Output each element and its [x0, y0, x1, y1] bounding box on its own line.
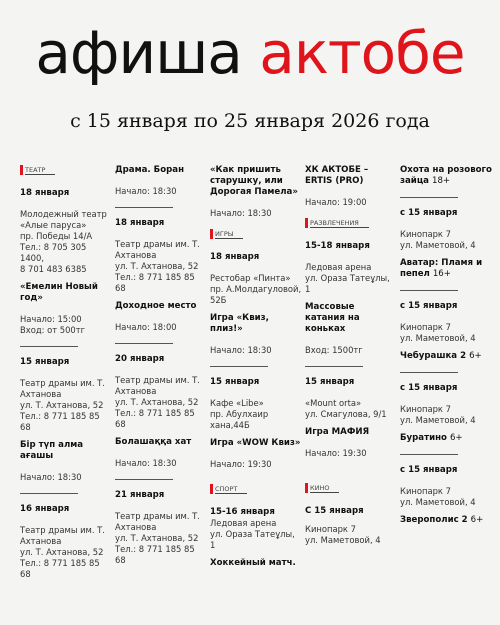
movie-name: Буратино — [400, 433, 447, 443]
event-date: 15-16 января — [210, 507, 275, 517]
event-start: Начало: 15:00 — [20, 314, 82, 324]
section-marker — [305, 483, 308, 493]
event-date: 15 января — [210, 377, 260, 387]
event-address: пр. Абулхаир хана,44Б — [210, 409, 269, 430]
event-phone: Тел.: 8 771 185 85 68 — [115, 272, 195, 293]
event-start: Начало: 18:00 — [115, 322, 177, 332]
column-3 — [210, 165, 302, 569]
date-range: с 15 января по 25 января 2026 года — [70, 110, 430, 132]
section-label: СПОРТ — [215, 485, 247, 494]
title-city: актобе — [259, 19, 465, 87]
age-rating: 6+ — [449, 433, 463, 443]
event-title: Игра МАФИЯ — [305, 427, 370, 437]
section-marker — [210, 229, 213, 239]
event-date: с 15 января — [400, 208, 458, 218]
event-phone: Тел.: 8 771 185 85 68 — [115, 544, 195, 565]
section-label: КИНО — [310, 484, 339, 493]
event-date: 15 января — [305, 377, 355, 387]
event-address: ул. Ораза Татеұлы, 1 — [210, 529, 295, 550]
column-2 — [115, 165, 207, 566]
column-4 — [305, 165, 397, 546]
event-phone: 8 701 483 6385 — [20, 264, 87, 274]
event-price: Вход: от 500тг — [20, 325, 86, 335]
event-address: ул. Маметовой, 4 — [305, 535, 381, 545]
event-address: ул. Т. Ахтанова, 52 — [20, 547, 104, 557]
column-5 — [400, 165, 492, 526]
event-address: ул. Т. Ахтанова, 52 — [115, 533, 199, 543]
event-title: Бір түп алма ағашы — [20, 440, 84, 461]
event-address: ул. Маметовой, 4 — [400, 415, 476, 425]
event-date: с 15 января — [400, 301, 458, 311]
event-venue: Театр драмы им. Т. Ахтанова — [115, 375, 200, 396]
age-rating: 6+ — [470, 515, 484, 525]
event-venue: Кафе «Libe» — [210, 398, 264, 408]
event-title: Массовые катания на коньках — [305, 302, 360, 334]
movie-name: Чебурашка 2 — [400, 351, 467, 361]
event-venue: Кинопарк 7 — [400, 229, 451, 239]
event-date: 15-18 января — [305, 241, 370, 251]
section-entertainment — [305, 218, 397, 228]
event-date: 18 января — [115, 218, 165, 228]
event-venue: Ледовая арена — [305, 262, 372, 272]
page-title — [0, 19, 500, 87]
movie-title — [400, 258, 492, 280]
event-address: ул. Маметовой, 4 — [400, 497, 476, 507]
event-date: с 15 января — [400, 383, 458, 393]
section-marker — [20, 165, 23, 175]
title-afisha: афиша — [35, 19, 242, 87]
event-title: Доходное место — [115, 301, 197, 311]
event-start: Начало: 19:30 — [210, 459, 272, 469]
section-cinema — [305, 483, 397, 493]
event-date: 18 января — [20, 188, 70, 198]
event-venue: Театр драмы им. Т. Ахтанова — [115, 511, 200, 532]
event-address: ул. Т. Ахтанова, 52 — [20, 400, 104, 410]
event-address: ул. Т. Ахтанова, 52 — [115, 261, 199, 271]
event-address: ул. Т. Ахтанова, 52 — [115, 397, 199, 407]
event-date: С 15 января — [305, 506, 364, 516]
event-venue: Кинопарк 7 — [400, 322, 451, 332]
event-venue: Рестобар «Пинта» — [210, 273, 291, 283]
movie-title — [400, 515, 492, 526]
event-phone: Тел.: 8 771 185 85 68 — [115, 408, 195, 429]
event-venue: Молодежный театр «Алые паруса» — [20, 209, 107, 230]
event-phone: Тел.: 8 705 305 1400, — [20, 242, 87, 263]
event-start: Начало: 18:30 — [210, 345, 272, 355]
event-title: Игра «WOW Квиз» — [210, 438, 301, 448]
event-start: Начало: 18:30 — [210, 208, 272, 218]
event-price: Вход: 1500тг — [305, 345, 363, 355]
event-venue: Театр драмы им. Т. Ахтанова — [20, 525, 105, 546]
event-address: ул. Ораза Татеұлы, 1 — [305, 273, 390, 294]
event-date: 20 января — [115, 354, 165, 364]
event-title: «Емелин Новый год» — [20, 282, 98, 303]
section-games — [210, 229, 302, 239]
section-marker — [305, 218, 308, 228]
event-phone: Тел.: 8 771 185 85 68 — [20, 558, 100, 579]
event-venue: Кинопарк 7 — [305, 524, 356, 534]
event-title: Драма. Боран — [115, 165, 185, 175]
event-venue: «Mount orta» — [305, 398, 362, 408]
event-date: 18 января — [210, 252, 260, 262]
section-label: ТЕАТР — [25, 166, 55, 175]
movie-title — [400, 165, 492, 187]
event-phone: Тел.: 8 771 185 85 68 — [20, 411, 100, 432]
section-marker — [210, 484, 213, 494]
event-address: пр. Победы 14/А — [20, 231, 93, 241]
event-start: Начало: 19:00 — [305, 197, 367, 207]
event-date: 16 января — [20, 504, 70, 514]
event-address: ул. Маметовой, 4 — [400, 240, 476, 250]
section-label: ИГРЫ — [215, 230, 243, 239]
section-label: РАЗВЛЕЧЕНИЯ — [310, 219, 369, 228]
event-start: Начало: 18:30 — [115, 186, 177, 196]
event-address: ул. Маметовой, 4 — [400, 333, 476, 343]
age-rating: 6+ — [469, 351, 482, 361]
event-venue: Кинопарк 7 — [400, 486, 451, 496]
event-date: 21 января — [115, 490, 165, 500]
movie-name: Охота на розового зайца — [400, 165, 492, 186]
event-venue: Театр драмы им. Т. Ахтанова — [20, 378, 105, 399]
movie-name: Зверополис 2 — [400, 515, 468, 525]
event-start: Начало: 18:30 — [20, 472, 82, 482]
event-venue: Театр драмы им. Т. Ахтанова — [115, 239, 200, 260]
section-sport — [210, 484, 302, 494]
event-date: с 15 января — [400, 465, 458, 475]
movie-title — [400, 433, 492, 444]
event-address: ул. Смагулова, 9/1 — [305, 409, 387, 419]
section-theatre — [20, 165, 112, 175]
event-title: Игра «Квиз, плиз!» — [210, 313, 269, 334]
event-venue: Ледовая арена — [210, 518, 277, 528]
event-title: Болашаққа хат — [115, 437, 192, 447]
event-venue: Кинопарк 7 — [400, 404, 451, 414]
movie-name: Аватар: Пламя и пепел — [400, 258, 483, 279]
event-title: ХК АКТОБЕ – ERTIS (PRO) — [305, 165, 369, 186]
event-start: Начало: 19:30 — [305, 448, 367, 458]
movie-title — [400, 351, 492, 362]
event-title: Хоккейный матч. — [210, 558, 296, 568]
age-rating: 18+ — [431, 176, 451, 186]
column-1 — [20, 165, 112, 580]
event-address: пр. А.Молдагуловой, 52Б — [210, 284, 302, 305]
age-rating: 16+ — [432, 269, 451, 279]
event-date: 15 января — [20, 357, 70, 367]
event-title: «Как пришить старушку, или Дорогая Памела» — [210, 165, 298, 197]
event-start: Начало: 18:30 — [115, 458, 177, 468]
